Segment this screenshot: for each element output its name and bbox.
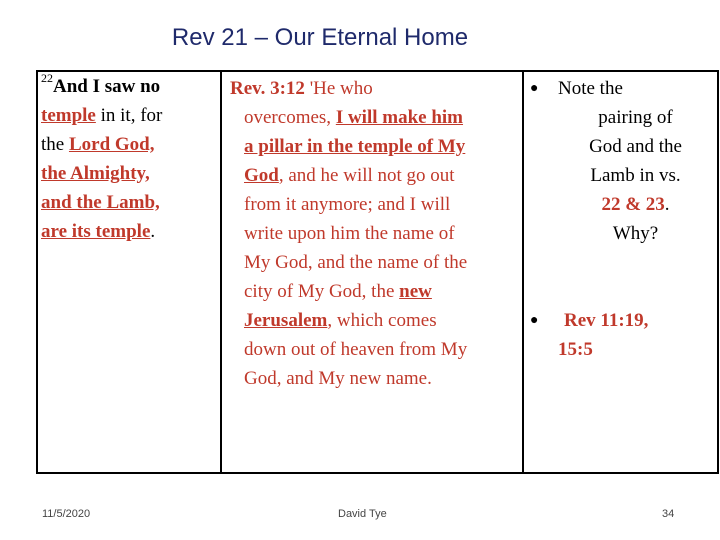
ref-text: city of My God, the (244, 281, 400, 302)
verse-number: 22 (41, 71, 53, 85)
verse-line-1 (41, 72, 218, 101)
column-verse (38, 72, 222, 472)
note-text: 15:5 (558, 339, 593, 360)
ref-text: new (399, 281, 432, 302)
footer-page-number: 34 (662, 508, 675, 520)
ref-text: I will make him (335, 107, 464, 128)
ref-text: 'He who (304, 78, 373, 99)
verse-text: the (41, 134, 69, 155)
note-bullet-2 (530, 306, 713, 364)
verse-line-4 (41, 159, 218, 188)
note-text: Why? (612, 223, 659, 244)
ref-line-4 (230, 161, 522, 190)
note-text: pairing of (598, 107, 673, 128)
column-notes (524, 72, 719, 472)
ref-text: God (244, 165, 279, 186)
ref-text: , and he will not go out (278, 165, 455, 186)
note-text: Lamb in vs. (590, 165, 681, 186)
ref-line-2 (230, 103, 522, 132)
note-text: 22 & 23 (601, 194, 665, 215)
verse-line-5 (41, 188, 218, 217)
bullet-icon: ● (530, 81, 539, 96)
footer-date: 11/5/2020 (42, 508, 91, 520)
reference-label: Rev. 3:12 (230, 78, 305, 99)
verse-text: . (150, 221, 156, 242)
note-text: . (664, 194, 670, 215)
column-cross-reference (222, 72, 524, 472)
note-bullet-1 (530, 74, 713, 248)
footer-author: David Tye (338, 508, 387, 520)
verse-text: and the Lamb, (41, 192, 160, 213)
verse-line-3 (41, 130, 218, 159)
verse-text: Lord God, (68, 134, 155, 155)
note-line (558, 190, 713, 219)
ref-line-11: God, and My new name. (244, 368, 432, 389)
verse-text: And I saw no (53, 76, 161, 97)
verse-line-6 (41, 217, 218, 246)
verse-text: are its temple (41, 221, 151, 242)
ref-line-7: My God, and the name of the (244, 252, 468, 273)
ref-line-1 (230, 74, 522, 103)
ref-line-5: from it anymore; and I will (244, 194, 451, 215)
note-text: God and the (589, 136, 682, 157)
verse-line-2 (41, 101, 218, 130)
slide-title: Rev 21 – Our Eternal Home (171, 24, 469, 51)
ref-line-3 (230, 132, 522, 161)
ref-line-9 (230, 306, 522, 335)
ref-line-6: write upon him the name of (244, 223, 455, 244)
ref-text: a pillar in the temple of My (244, 136, 466, 157)
verse-text: temple (41, 105, 96, 126)
ref-text: overcomes, (244, 107, 336, 128)
verse-text: the Almighty, (41, 163, 150, 184)
ref-line-10: down out of heaven from My (244, 339, 468, 360)
ref-text: , which comes (327, 310, 437, 331)
note-text: Rev 11:19, (564, 310, 649, 331)
verse-text: in it, for (95, 105, 163, 126)
note-text: Note the (558, 78, 623, 99)
bullet-icon: ● (530, 313, 539, 328)
content-table (36, 70, 719, 474)
ref-text: Jerusalem (244, 310, 328, 331)
ref-line-8 (230, 277, 522, 306)
